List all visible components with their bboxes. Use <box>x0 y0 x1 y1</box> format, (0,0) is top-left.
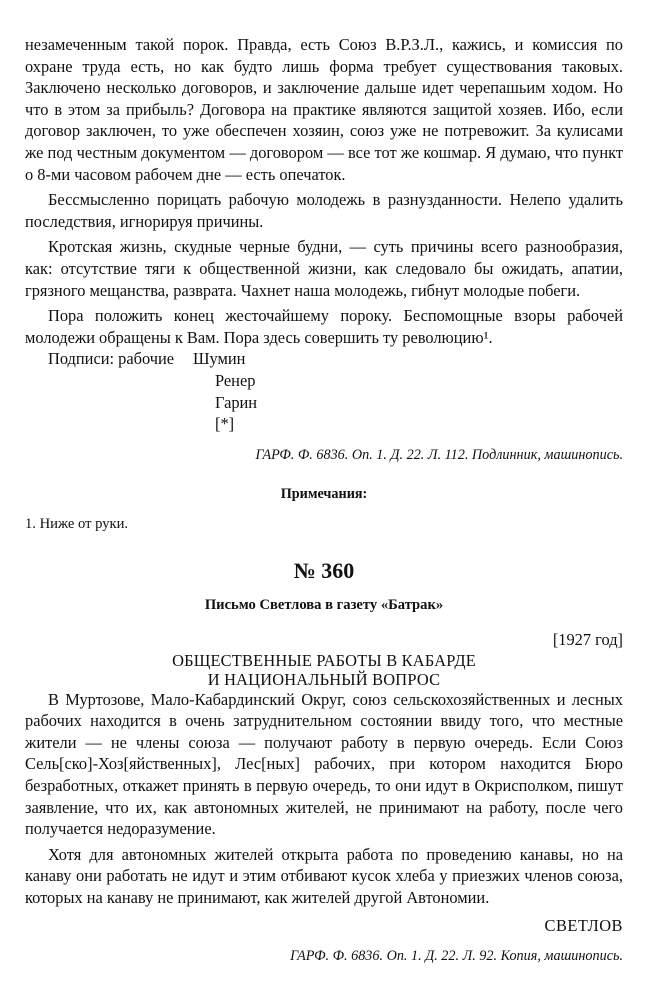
signatures-lead: Подписи: рабочие <box>48 349 175 369</box>
document-title: Письмо Светлова в газету «Батрак» <box>204 597 444 614</box>
author-signature: СВЕТЛОВ <box>544 915 623 935</box>
body-paragraph: незамеченным такой порок. Правда, есть Союз В.Р.З.Л., кажись, и комиссия по охране труда есть, но как будто лишь форма требует существования таковых. Заключено несколько договоров, и заключение дальше идет черепашьим ходом. Но что в этом за прибыль? Договора на практике являются защитой хозяев. Ибо, если договор заключен, то уже обеспечен хозяин, союз уже не потревожит. За кулисами же под честным документом — договором — все тот же кошмар. Я думаю, что пункт о 8-ми часовом рабочем дне — есть опечаток. <box>25 35 623 184</box>
body-paragraph: Пора положить конец жесточайшему пороку. Беспомощные взоры рабочей молодежи обращены к Вам. Пора здесь совершить ту революцию¹. <box>25 306 623 347</box>
signature-name: Ренер <box>215 370 256 390</box>
document-date: [1927 год] <box>552 630 623 650</box>
headline-line: И НАЦИОНАЛЬНЫЙ ВОПРОС <box>207 669 441 689</box>
signatures-block <box>25 348 623 434</box>
notes-heading: Примечания: <box>280 486 368 503</box>
signature-name: Гарин <box>215 392 258 412</box>
headline-line: ОБЩЕСТВЕННЫЕ РАБОТЫ В КАБАРДЕ <box>172 650 476 670</box>
note-item: 1. Ниже от руки. <box>25 515 129 532</box>
letter-paragraph: В Муртозове, Мало-Кабардинский Округ, союз сельскохозяйственных и лесных рабочих находится в очень затруднительном состоянии ввиду того, что местные жители — не члены союза — получают работу в первую очередь. Если Союз Сель[ско]-Хоз[яйственных], Лес[ных] рабочих, при котором находится Бюро безработных, откажет принять в первую очередь, то они идут в Окрисполком, пишут заявление, что их, как автономных жителей, не принимают на работу, после чего получается недоразумение. <box>25 689 623 839</box>
document-number: № 360 <box>293 558 355 584</box>
archive-source: ГАРФ. Ф. 6836. Оп. 1. Д. 22. Л. 112. Подлинник, машинопись. <box>255 446 623 463</box>
article-headline <box>25 651 623 689</box>
signature-name: Шумин <box>193 349 246 369</box>
signature-name: [*] <box>215 414 235 434</box>
body-paragraph: Кротская жизнь, скудные черные будни, — суть причины всего разнообразия, как: отсутствие тяги к общественной жизни, как следовало бы ожидать, апатии, грязного мещанства, разврата. Чахнет наша молодежь, гибнут молодые побеги. <box>25 237 623 300</box>
body-paragraph: Бессмысленно порицать рабочую молодежь в разнузданности. Нелепо удалить последствия, игнорируя причины. <box>25 190 623 231</box>
archive-source: ГАРФ. Ф. 6836. Оп. 1. Д. 22. Л. 92. Копия, машинопись. <box>290 948 623 965</box>
letter-paragraph: Хотя для автономных жителей открыта работа по проведению канавы, но на канаву они работать не идут и этим отбивают кусок хлеба у приезжих членов союза, которых на канаву не принимают, как жителей другой Автономии. <box>25 844 623 907</box>
